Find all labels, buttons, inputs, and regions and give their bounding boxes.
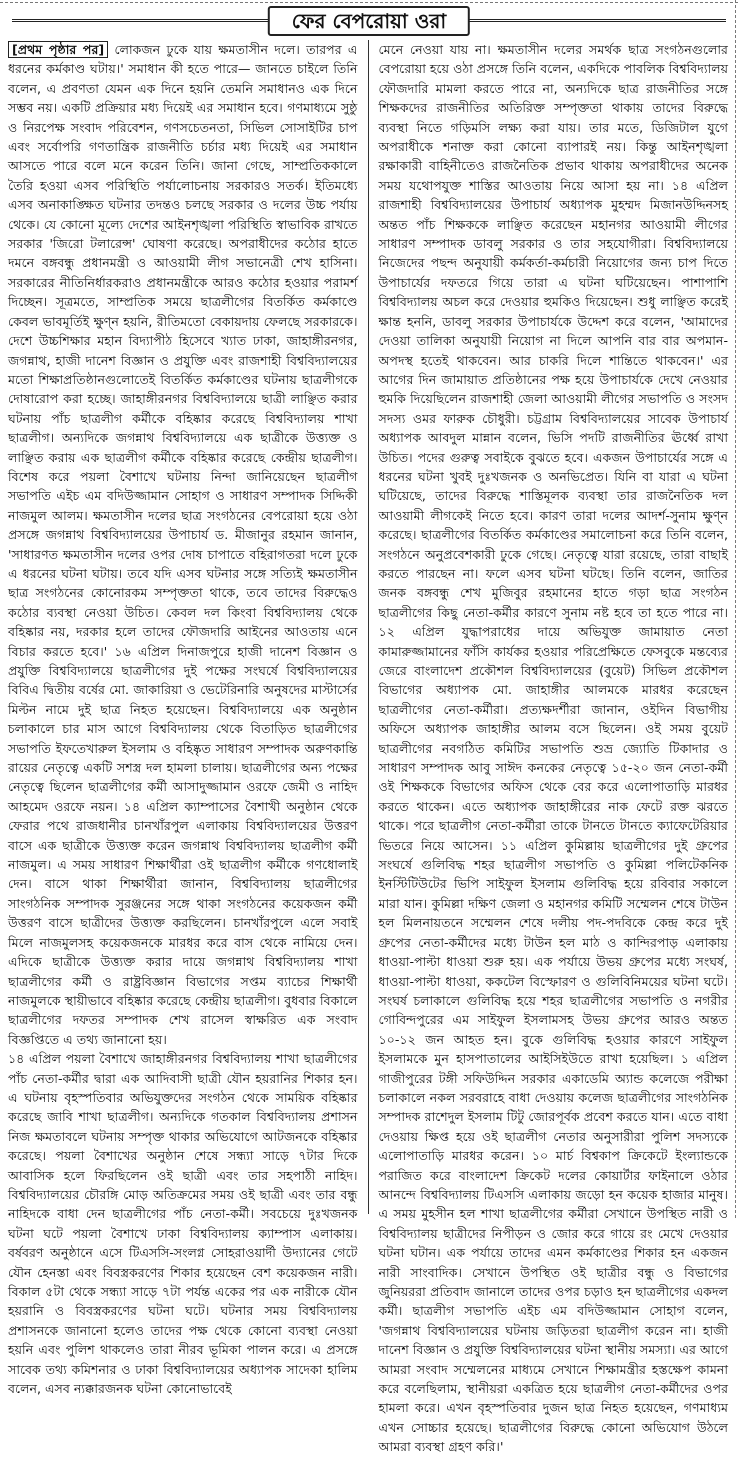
column-divider bbox=[368, 40, 369, 1214]
paragraph-text: লোকজন ঢুকে যায় ক্ষমতাসীন দলে। তারপর এ ধরনের কর্মকাণ্ড ঘটায়।' সমাধান কী হতে পারে— জানতে চাইলে তিনি বলেন, এ প্রবণতা যেমন এক দিনে হয়নি তেমনি সমাধানও এক দিনে সম্ভব নয়। একটি প্রক্রিয়ার মধ্য দিয়েই এর সমাধান হবে। গণমাধ্যমে সুষ্ঠু ও নিরপেক্ষ সংবাদ পরিবেশন, গণসচেতনতা, সিভিল সোসাইটির চাপ এবং সর্বোপরি গণতান্ত্রিক রাজনীতি চর্চার মধ্য দিয়েই এর সমাধান আসতে পারে বলে মনে করেন তিনি। জানা গেছে, সাম্প্রতিককালে তৈরি হওয়া এসব পরিস্থিতি পর্যালোচনায় সরকারও সতর্ক। ইতিমধ্যে এসব অনাকাঙ্ক্ষিত ঘটনার তদন্তও চলছে সরকার ও দলের উচ্চ পর্যায় থেকে। যে কোনো মূল্যে দেশের আইনশৃঙ্খলা পরিস্থিতি স্বাভাবিক রাখতে সরকার 'জিরো টলারেন্স' ঘোষণা করেছে। অপরাধীদের কঠোর হাতে দমনে বঙ্গবন্ধু প্রধানমন্ত্রী ও আওয়ামী লীগ সভানেত্রী শেখ হাসিনা। সরকারের নীতিনির্ধারকরাও প্রধানমন্ত্রীকে আরও কঠোর হওয়ার পরামর্শ দিচ্ছেন। সূত্রমতে, সাম্প্রতিক সময়ে ছাত্রলীগের বিতর্কিত কর্মকাণ্ডে কেবল ভাবমূর্তিই ক্ষুণ্ন হয়নি, রীতিমতো বেকায়দায় ফেলছে সরকারকে। দেশে উচ্চশিক্ষার মহান বিদ্যাপীঠ হিসেবে খ্যাত ঢাকা, জাহাঙ্গীরনগর, জগন্নাথ, হাজী দানেশ বিজ্ঞান ও প্রযুক্তি এবং রাজশাহী বিশ্ববিদ্যালয়ের মতো শিক্ষাপ্রতিষ্ঠানগুলোতেই বিতর্কিত কর্মকাণ্ডের ঘটনায় ছাত্রলীগকে দোষারোপ করা হচ্ছে। জাহাঙ্গীরনগর বিশ্ববিদ্যালয়ে ছাত্রী লাঞ্ছিত করার ঘটনায় পাঁচ ছাত্রলীগ কর্মীকে বহিষ্কার করেছে বিশ্ববিদ্যালয় শাখা ছাত্রলীগ। অন্যদিকে জগন্নাথ বিশ্ববিদ্যালয়ে এক ছাত্রীকে উত্ত্যক্ত ও লাঞ্ছিত করায় এক ছাত্রলীগ কর্মীকে বহিষ্কার করেছে কেন্দ্রীয় ছাত্রলীগ। বিশেষ করে পয়লা বৈশাখে ঘটনায় নিন্দা জানিয়েছেন ছাত্রলীগ সভাপতি এইচ এম বদিউজ্জামান সোহাগ ও সাধারণ সম্পাদক সিদ্দিকী নাজমুল আলম। ক্ষমতাসীন দলের ছাত্র সংগঠনের বেপরোয়া হয়ে ওঠা প্রসঙ্গে জগন্নাথ বিশ্ববিদ্যালয়ের উপাচার্য ড. মীজানুর রহমান জানান, 'সাধারণত ক্ষমতাসীন দলের ওপর দোষ চাপাতে বহিরাগতরা দলে ঢুকে এ ধরনের ঘটনা ঘটায়। তবে যদি এসব ঘটনার সঙ্গে সত্যিই ক্ষমতাসীন ছাত্র সংগঠনের কোনোরকম সম্পৃক্ততা থাকে, তবে তাদের বিরুদ্ধেও কঠোর ব্যবস্থা নেওয়া উচিত। কেবল দল কিংবা বিশ্ববিদ্যালয় থেকে বহিষ্কার নয়, দরকার হলে তাদের ফৌজদারি আইনের আওতায় এনে বিচার করতে হবে।' ১৬ এপ্রিল দিনাজপুরে হাজী দানেশ বিজ্ঞান ও প্রযুক্তি বিশ্ববিদ্যালয়ে ছাত্রলীগের দুই পক্ষের সংঘর্ষে বিশ্ববিদ্যালয়ের বিবিএ দ্বিতীয় বর্ষের মো. জাকারিয়া ও ভেটেরিনারি অনুষদের মাস্টার্সের মিল্টন নামে দুই ছাত্র নিহত হয়েছেন। বিশ্ববিদ্যালয়ে এক অনুষ্ঠান চলাকালে চার মাস আগে বিশ্ববিদ্যালয় থেকে বিতাড়িত ছাত্রলীগের সভাপতি ইফতেখারুল ইসলাম ও বহিষ্কৃত সাধারণ সম্পাদক অরুণকান্তি রায়ের নেতৃত্বে একটি সশস্ত্র দল হামলা চালায়। ছাত্রলীগের অন্য পক্ষের নেতৃত্বে ছিলেন ছাত্রলীগের কর্মী আসাদুজ্জামান ওরফে জেমী ও নাহিদ আহমেদ ওরফে নয়ন। ১৪ এপ্রিল ক্যাম্পাসের বৈশাখী অনুষ্ঠান থেকে ফেরার পথে রাজধানীর চানখাঁরপুল এলাকায় বিশ্ববিদ্যালয়ের উত্তরণ বাসে এক ছাত্রীকে উত্ত্যক্ত করেন জগন্নাথ বিশ্ববিদ্যালয় ছাত্রলীগ কর্মী নাজমুল। এ সময় সাধারণ শিক্ষার্থীরা ওই ছাত্রলীগ কর্মীকে গণধোলাই দেন। বাসে থাকা শিক্ষার্থীরা জানান, বিশ্ববিদ্যালয় ছাত্রলীগের সাংগঠনিক সম্পাদক সুরঞ্জনের সঙ্গে থাকা সংগঠনের কয়েকজন কর্মী উত্তরণ বাসে ছাত্রীদের উত্ত্যক্ত করছিলেন। চানখাঁরপুলে এলে সবাই মিলে নাজমুলসহ কয়েকজনকে মারধর করে বাস থেকে নামিয়ে দেন। এদিকে ছাত্রীকে উত্ত্যক্ত করার দায়ে জগন্নাথ বিশ্ববিদ্যালয় শাখা ছাত্রলীগের কর্মী ও রাষ্ট্রবিজ্ঞান বিভাগের সপ্তম ব্যাচের শিক্ষার্থী নাজমুলকে স্থায়ীভাবে বহিষ্কার করেছে কেন্দ্রীয় ছাত্রলীগ। বুধবার বিকালে ছাত্রলীগের দফতর সম্পাদক শেখ রাসেল স্বাক্ষরিত এক সংবাদ বিজ্ঞপ্তিতে এ তথ্য জানানো হয়। bbox=[8, 42, 358, 1047]
article-header bbox=[12, 6, 726, 34]
cut-line-top bbox=[0, 2, 738, 3]
headline: ফের বেপরোয়া ওরা bbox=[268, 6, 470, 36]
cut-line-right bbox=[735, 0, 736, 1218]
column-left bbox=[8, 40, 358, 1397]
paragraph bbox=[8, 40, 358, 1049]
continuation-label: [প্রথম পৃষ্ঠার পর] bbox=[8, 41, 108, 58]
article-body bbox=[8, 40, 728, 1455]
paragraph: মেনে নেওয়া যায় না। ক্ষমতাসীন দলের সমর্থক ছাত্র সংগঠনগুলোর বেপরোয়া হয়ে ওঠা প্রসঙ্গে তিনি বলেন, একদিকে পাবলিক বিশ্ববিদ্যালয় ফৌজদারি মামলা করতে পারে না, অন্যদিকে ছাত্র রাজনীতির সঙ্গে শিক্ষকদের রাজনীতির অতিরিক্ত সম্পৃক্ততা থাকায় তাদের বিরুদ্ধে ব্যবস্থা নিতে গড়িমসি লক্ষ্য করা যায়। তার মতে, ডিজিটাল যুগে অপরাধীকে শনাক্ত করা কোনো ব্যাপারই নয়। কিন্তু আইনশৃঙ্খলা রক্ষাকারী বাহিনীতেও রাজনৈতিক প্রভাব থাকায় অপরাধীদের অনেক সময় যথোপযুক্ত শাস্তির আওতায় নিয়ে আসা হয় না। ১৪ এপ্রিল রাজশাহী বিশ্ববিদ্যালয়ের উপাচার্য অধ্যাপক মুহম্মদ মিজানউদ্দিনসহ অন্তত পাঁচ শিক্ষককে লাঞ্ছিত করেছেন মহানগর আওয়ামী লীগের সাধারণ সম্পাদক ডাবলু সরকার ও তার সহযোগীরা। বিশ্ববিদ্যালয়ে নিজেদের পছন্দ অনুযায়ী কর্মকর্তা-কর্মচারী নিয়োগের জন্য চাপ দিতে উপাচার্যের দফতরে গিয়ে তারা এ ঘটনা ঘটিয়েছেন। পাশাপাশি বিশ্ববিদ্যালয় অচল করে দেওয়ার হুমকিও দিয়েছেন। শুধু লাঞ্ছিত করেই ক্ষান্ত হননি, ডাবলু সরকার উপাচার্যকে উদ্দেশ করে বলেন, 'আমাদের দেওয়া তালিকা অনুযায়ী নিয়োগ না দিলে আপনি বার বার অপমান-অপদস্থ হতেই থাকবেন। আর চাকরি দিলে শান্তিতে থাকবেন।' এর আগের দিন জামায়াত প্রতিষ্ঠানের পক্ষ হয়ে উপাচার্যকে দেখে নেওয়ার হুমকি দিয়েছিলেন রাজশাহী জেলা আওয়ামী লীগের সভাপতি ও সংসদ সদস্য ওমর ফারুক চৌধুরী। চট্টগ্রাম বিশ্ববিদ্যালয়ের সাবেক উপাচার্য অধ্যাপক আবদুল মান্নান বলেন, ভিসি পদটি রাজনীতির ঊর্ধ্বে রাখা উচিত। পদের গুরুত্ব সবাইকে বুঝতে হবে। একজন উপাচার্যের সঙ্গে এ ধরনের ঘটনা খুবই দুঃখজনক ও অনভিপ্রেত। যিনি বা যারা এ ঘটনা ঘটিয়েছে, তাদের বিরুদ্ধে শাস্তিমূলক ব্যবস্থা তার রাজনৈতিক দল আওয়ামী লীগকেই নিতে হবে। কারণ তারা দলের আদর্শ-সুনাম ক্ষুণ্ন করেছে। ছাত্রলীগের বিতর্কিত কর্মকাণ্ডের সমালোচনা করে তিনি বলেন, সংগঠনে অনুপ্রবেশকারী ঢুকে গেছে। নেতৃত্বে যারা রয়েছে, তারা বাছাই করতে পারছেন না। ফলে এসব ঘটনা ঘটছে। তিনি বলেন, জাতির জনক বঙ্গবন্ধু শেখ মুজিবুর রহমানের হাতে গড়া ছাত্র সংগঠন ছাত্রলীগের কিছু নেতা-কর্মীর কারণে সুনাম নষ্ট হবে তা হতে পারে না। ১২ এপ্রিল যুদ্ধাপরাধের দায়ে অভিযুক্ত জামায়াত নেতা কামারুজ্জামানের ফাঁসি কার্যকর হওয়ার পরিপ্রেক্ষিতে ফেসবুকে মন্তব্যের জেরে বাংলাদেশ প্রকৌশল বিশ্ববিদ্যালয়ের (বুয়েট) সিভিল প্রকৌশল বিভাগের অধ্যাপক মো. জাহাঙ্গীর আলমকে মারধর করেছেন ছাত্রলীগের নেতা-কর্মীরা। প্রত্যক্ষদর্শীরা জানান, ওইদিন বিভাগীয় অফিসে অধ্যাপক জাহাঙ্গীর আলম বসে ছিলেন। ওই সময় বুয়েট ছাত্রলীগের নবগঠিত কমিটির সভাপতি শুভ্র জ্যোতি টিকাদার ও সাধারণ সম্পাদক আবু সাঈদ কনকের নেতৃত্বে ১৫-২০ জন নেতা-কর্মী ওই শিক্ষককে বিভাগের অফিস থেকে বের করে এলোপাতাড়ি মারধর করতে থাকেন। এতে অধ্যাপক জাহাঙ্গীরের নাক ফেটে রক্ত ঝরতে থাকে। পরে ছাত্রলীগ নেতা-কর্মীরা তাকে টানতে টানতে ক্যাফেটেরিয়ার ভিতরে নিয়ে আসেন। ১১ এপ্রিল কুমিল্লায় ছাত্রলীগের দুই গ্রুপের সংঘর্ষে গুলিবিদ্ধ শহর ছাত্রলীগ সভাপতি ও কুমিল্লা পলিটেকনিক ইনস্টিটিউটের ভিপি সাইফুল ইসলাম গুলিবিদ্ধ হয়ে রবিবার সকালে মারা যান। কুমিল্লা দক্ষিণ জেলা ও মহানগর কমিটি সম্মেলন শেষে টাউন হল মিলনায়তনে সম্মেলন শেষে দলীয় পদ-পদবিকে কেন্দ্র করে দুই গ্রুপের নেতা-কর্মীদের মধ্যে টাউন হল মাঠ ও কান্দিরপাড় এলাকায় ধাওয়া-পাল্টা ধাওয়া শুরু হয়। এক পর্যায়ে উভয় গ্রুপের মধ্যে সংঘর্ষ, ধাওয়া-পাল্টা ধাওয়া, ককটেল বিস্ফোরণ ও গুলিবিনিময়ের ঘটনা ঘটে। সংঘর্ষ চলাকালে গুলিবিদ্ধ হয়ে শহর ছাত্রলীগের সভাপতি ও নগরীর গোবিন্দপুরের এম সাইফুল ইসলামসহ উভয় গ্রুপের আরও অন্তত ১০-১২ জন আহত হন। বুকে গুলিবিদ্ধ হওয়ার কারণে সাইফুল ইসলামকে মুন হাসপাতালের আইসিইউতে রাখা হয়েছিল। ১ এপ্রিল গাজীপুরের টঙ্গী সফিউদ্দিন সরকার একাডেমি অ্যান্ড কলেজে পরীক্ষা চলাকালে নকল সরবরাহে বাধা দেওয়ায় কলেজ ছাত্রলীগের সাংগঠনিক সম্পাদক রাশেদুল ইসলাম টিটু জোরপূর্বক প্রবেশ করতে যান। এতে বাধা দেওয়ায় ক্ষিপ্ত হয়ে ওই ছাত্রলীগ নেতার অনুসারীরা পুলিশ সদস্যকে এলোপাতাড়ি মারধর করেন। ১০ মার্চ বিশ্বকাপ ক্রিকেটে ইংল্যান্ডকে পরাজিত করে বাংলাদেশ ক্রিকেট দলের কোয়ার্টার ফাইনালে ওঠার আনন্দে বিশ্ববিদ্যালয় টিএসসি এলাকায় জড়ো হন কয়েক হাজার মানুষ। এ সময় মুহসীন হল শাখা ছাত্রলীগের কর্মীরা সেখানে উপস্থিত নারী ও বিশ্ববিদ্যালয় ছাত্রীদের নিপীড়ন ও জোর করে গায়ে রং মেখে দেওয়ার ঘটনা ঘটান। এক পর্যায়ে তাদের এমন কর্মকাণ্ডের শিকার হন একজন নারী সাংবাদিক। সেখানে উপস্থিত ওই ছাত্রীর বন্ধু ও বিভাগের জুনিয়ররা প্রতিবাদ জানালে তাদের ওপর চড়াও হন ছাত্রলীগের একদল কর্মী। ছাত্রলীগ সভাপতি এইচ এম বদিউজ্জামান সোহাগ বলেন, 'জগন্নাথ বিশ্ববিদ্যালয়ের ঘটনায় জড়িতরা ছাত্রলীগ করেন না। হাজী দানেশ বিজ্ঞান ও প্রযুক্তি বিশ্ববিদ্যালয়ের ঘটনা স্থানীয় সমস্যা। এর আগে আমরা সংবাদ সম্মেলনের মাধ্যমে সেখানে শিক্ষামন্ত্রীর হস্তক্ষেপ কামনা করে বলেছিলাম, স্থানীয়রা একত্রিত হয়ে ছাত্রলীগ নেতা-কর্মীদের ওপর হামলা করে। এখন বৃহস্পতিবার দুজন ছাত্র নিহত হয়েছেন, গণমাধ্যম এখন সোচ্চার হয়েছে। ছাত্রলীগের বিরুদ্ধে কোনো অভিযোগ উঠলে আমরা ব্যবস্থা গ্রহণ করি।' bbox=[378, 42, 728, 1455]
column-right bbox=[378, 40, 729, 1455]
paragraph: ১৪ এপ্রিল পয়লা বৈশাখে জাহাঙ্গীরনগর বিশ্ববিদ্যালয় শাখা ছাত্রলীগের পাঁচ নেতা-কর্মীর দ্বারা এক আদিবাসী ছাত্রী যৌন হয়রানির শিকার হন। এ ঘটনায় বৃহস্পতিবার অভিযুক্তদের সংগঠন থেকে সাময়িক বহিষ্কার করেছে জাবি শাখা ছাত্রলীগ। অন্যদিকে গতকাল বিশ্ববিদ্যালয় প্রশাসন নিজ ক্ষমতাবলে ঘটনায় সম্পৃক্ত থাকার অভিযোগে আটজনকে বহিষ্কার করেছে। পয়লা বৈশাখের অনুষ্ঠান শেষে সন্ধ্যা সাড়ে ৭টার দিকে আবাসিক হলে ফিরছিলেন ওই ছাত্রী এবং তার সহপাঠী নাহিদ। বিশ্ববিদ্যালয়ের চৌরঙ্গি মোড় অতিক্রমের সময় ওই ছাত্রী এবং তার বন্ধু নাহিদকে বাধা দেন ছাত্রলীগের পাঁচ নেতা-কর্মী। সবচেয়ে দুঃখজনক ঘটনা ঘটে পয়লা বৈশাখে ঢাকা বিশ্ববিদ্যালয় ক্যাম্পাস এলাকায়। বর্ষবরণ অনুষ্ঠানে এসে টিএসসি-সংলগ্ন সোহরাওয়ার্দী উদ্যানের গেটে যৌন হেনস্তা এবং বিবস্ত্রকরণের শিকার হয়েছেন বেশ কয়েকজন নারী। বিকাল ৫টা থেকে সন্ধ্যা সাড়ে ৭টা পর্যন্ত একের পর এক নারীকে যৌন হয়রানি ও বিবস্ত্রকরণের ঘটনা ঘটে। ঘটনার সময় বিশ্ববিদ্যালয় প্রশাসনকে জানানো হলেও তাদের পক্ষ থেকে কোনো ব্যবস্থা নেওয়া হয়নি এবং পুলিশ থাকলেও তারা নীরব ভূমিকা পালন করে। এ প্রসঙ্গে সাবেক তথ্য কমিশনার ও ঢাকা বিশ্ববিদ্যালয়ের অধ্যাপক সাদেকা হালিম বলেন, এসব ন্যক্কারজনক ঘটনা কোনোভাবেই bbox=[8, 1051, 358, 1397]
